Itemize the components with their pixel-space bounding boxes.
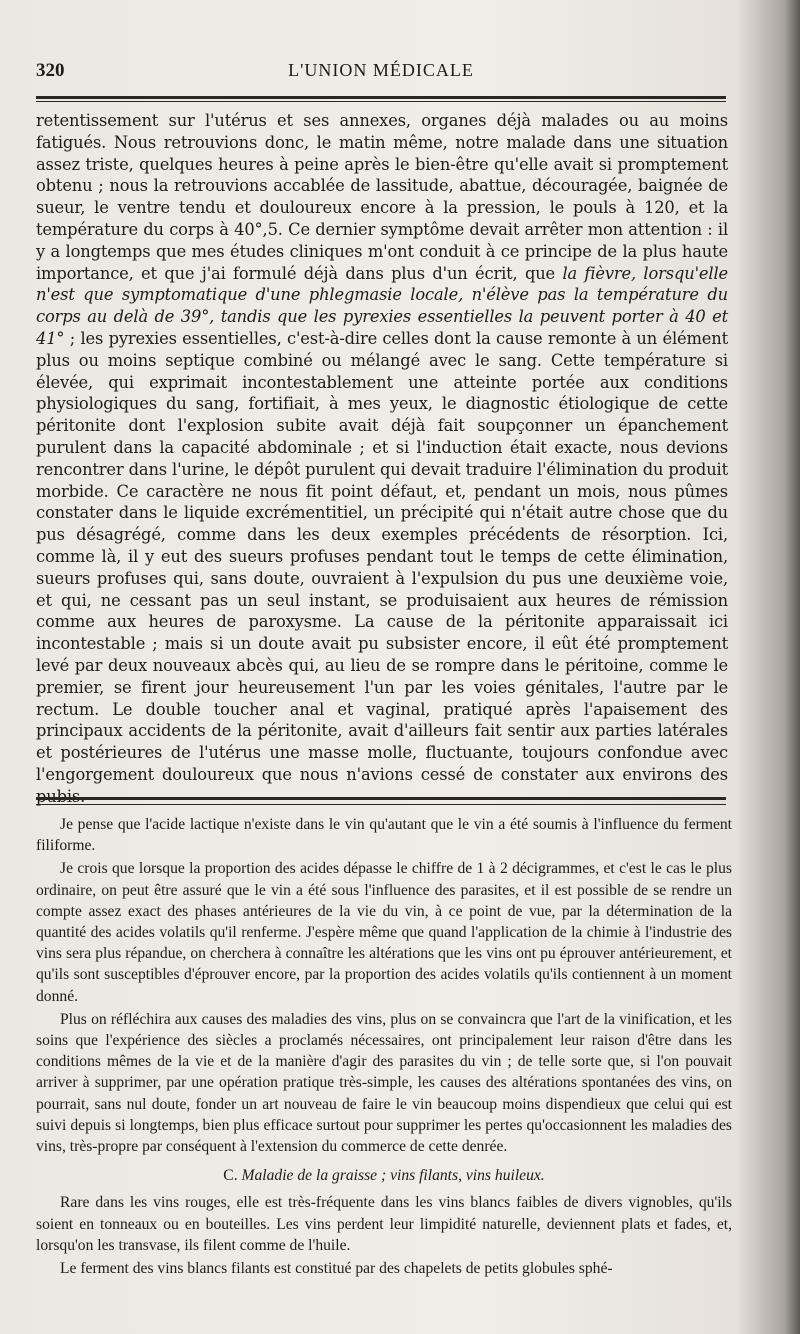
page-number: 320 [36,60,65,81]
subheading-title: Maladie de la graisse ; vins filants, vins huileux. [241,1167,545,1185]
main-text-italic: la fièvre, lorsqu'elle n'est que symptomatique d'une phlegmasie locale, n'élève pas la température du corps au delà de 39°, tandis que les pyrexies essentielles la peuvent porter à 40 et 41° [36,263,728,348]
running-title: L'UNION MÉDICALE [288,60,474,80]
main-text-column [36,110,728,808]
lower-paragraph-3: Plus on réfléchira aux causes des maladies des vins, plus on se convaincra que l'art de la vinification, et les soins que l'expérience des siècles a proclamés nécessaires, ont principalement leur raison d'être dans les conditions mêmes de la vie et de la manière d'agir des parasites du vin ; de telle sorte que, si l'on pouvait arriver à supprimer, par une opération pratique très-simple, les causes des altérations spontanées des vins, on pourrait, sans nul doute, fonder un art nouveau de faire le vin beaucoup moins dispendieux que celui qui est suivi depuis si longtemps, bien plus efficace surtout pour supprimer les pertes qu'occasionnent les maladies des vins, très-propre par conséquent à l'extension du commerce de cette denrée. [36,1010,732,1156]
main-text-part1: retentissement sur l'utérus et ses annexes, organes déjà malades ou au moins fatigués. Nous retrouvions donc, le matin même, notre malade dans une situation assez triste, quelques heures à peine après le bien-être qu'elle avait si promptement obtenu ; nous la retrouvions accablée de lassitude, abattue, découragée, baignée de sueur, le ventre tendu et douloureux encore à la pression, le pouls à 120, et la température du corps à 40°,5. Ce dernier symptôme devait arrêter mon attention : il y a longtemps que mes études cliniques m'ont conduit à ce principe de la plus haute importance, et que j'ai formulé déjà dans plus d'un écrit, que [36,111,728,283]
lower-paragraph-5: Le ferment des vins blancs filants est constitué par des chapelets de petits globules sphé- [60,1260,613,1278]
lower-text-column [36,814,732,1279]
subheading-letter: C. [223,1167,238,1185]
lower-paragraph-2: Je crois que lorsque la proportion des acides dépasse le chiffre de 1 à 2 décigrammes, et c'est le cas le plus ordinaire, on peut être assuré que le vin a été sous l'influence des parasites, et il est possible de se rendre un compte assez exact des phases antérieures de la vie du vin, à ce point de vue, par la détermination de la quantité des acides volatils qu'il renferme. J'espère même que quand l'application de la chimie à l'industrie des vins sera plus répandue, on cherchera à connaître les altérations que les vins ont pu éprouver antérieurement, et qu'ils sont susceptibles d'éprouver encore, par la proportion des acides volatils qu'ils contiennent à un moment donné. [36,860,732,1005]
lower-paragraph-1: Je pense que l'acide lactique n'existe dans le vin qu'autant que le vin a été soumis à l'influence du ferment filiforme. [36,816,732,855]
main-text-part2: ; les pyrexies essentielles, c'est-à-dire celles dont la cause remonte à un élément plus ou moins septique combiné ou mélangé avec le sang. Cette température si élevée, qui exprimait incontestablement une atteinte portée aux conditions physiologiques du sang, fortifiait, à mes yeux, le diagnostic étiologique de cette péritonite dont l'explosion subite avait déjà fait soupçonner un épanchement purulent dans la capacité abdominale ; et si l'induction était exacte, nous devions rencontrer dans l'urine, le dépôt purulent qui devait traduire l'élimination du produit morbide. Ce caractère ne nous fit point défaut, et, pendant un mois, nous pûmes constater dans le liquide excrémentitiel, un précipité qui n'était autre chose que du pus désagrégé, comme dans les deux exemples précédents de résorption. Ici, comme là, il y eut des sueurs profuses pendant tout le temps de cette élimination, sueurs profuses qui, sans doute, ouvraient à l'expulsion du pus une deuxième voie, et qui, ne cessant pas un seul instant, se produisaient aux heures de rémission comme aux heures de paroxysme. La cause de la péritonite apparaissait ici incontestable ; mais si un doute avait pu subsister encore, il eût été promptement levé par deux nouveaux abcès qui, au lieu de se rompre dans le péritoine, comme le premier, se firent jour heureusement l'un par les voies génitales, l'autre par le rectum. Le double toucher anal et vaginal, pratiqué après l'apaisement des principaux accidents de la péritonite, avait d'ailleurs fait sentir aux parties latérales et postérieures de l'utérus une masse molle, fluctuante, toujours confondue avec l'engorgement douloureux que nous n'avions cessé de constater aux environs des pubis. [36,328,728,806]
section-rule [36,797,726,805]
page-header [36,60,726,90]
main-paragraph [36,110,728,808]
subheading [36,1165,732,1186]
lower-paragraph-4: Rare dans les vins rouges, elle est très-fréquente dans les vins blancs faibles de divers vignobles, qu'ils soient en tonneaux ou en bouteilles. Les vins perdent leur limpidité naturelle, deviennent plats et fades, et, lorsqu'on les transvase, ils filent comme de l'huile. [36,1194,732,1254]
header-rule [36,96,726,102]
